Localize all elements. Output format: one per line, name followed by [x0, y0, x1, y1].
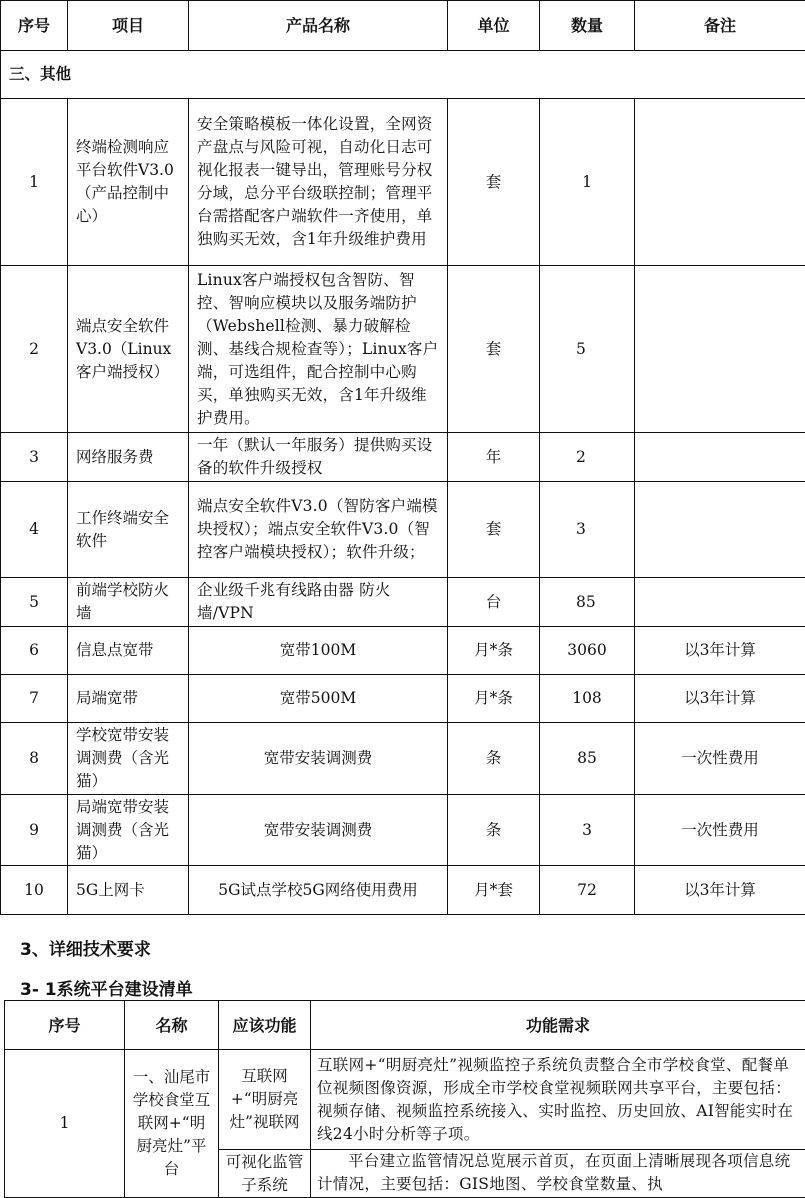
section-row	[1, 51, 805, 99]
row-qty: 1	[540, 99, 635, 266]
row-qty: 5	[540, 266, 635, 433]
row-qty: 3	[540, 482, 635, 578]
table-row	[1, 266, 805, 433]
header-name: 名称	[125, 1001, 219, 1050]
row-item: 前端学校防火墙	[68, 578, 189, 627]
row-note: 以3年计算	[635, 866, 805, 915]
table-row	[1, 578, 805, 627]
heading-detail-requirements: 3、详细技术要求	[20, 935, 151, 960]
row-unit: 套	[448, 266, 540, 433]
table-header-row	[1, 1, 805, 51]
row-item: 局端宽带安装调测费（含光猫）	[68, 795, 189, 866]
row-item: 局端宽带	[68, 675, 189, 723]
row-function: 可视化监管子系统	[219, 1150, 311, 1198]
row-note: 以3年计算	[635, 627, 805, 675]
row-requirement: 互联网+“明厨亮灶”视频监控子系统负责整合全市学校食堂、配餐单位视频图像资源，形成全市学校食堂视频联网共享平台，主要包括：视频存储、视频监控系统接入、实时监控、历史回放、AI智能实时在线24小时分析等子项。	[311, 1050, 805, 1150]
row-qty: 3	[540, 795, 635, 866]
row-no: 3	[1, 433, 68, 482]
row-note	[635, 433, 805, 482]
row-unit: 月*条	[448, 627, 540, 675]
row-unit: 条	[448, 795, 540, 866]
section-title: 三、其他	[1, 51, 805, 99]
row-unit: 台	[448, 578, 540, 627]
table-row	[1, 627, 805, 675]
platform-table	[4, 1000, 805, 1198]
row-unit: 套	[448, 482, 540, 578]
header-no: 序号	[1, 1, 68, 51]
header-product: 产品名称	[189, 1, 448, 51]
row-note: 一次性费用	[635, 795, 805, 866]
row-function: 互联网+“明厨亮灶”视联网	[219, 1050, 311, 1150]
table-row	[1, 482, 805, 578]
row-product: 宽带安装调测费	[189, 723, 448, 795]
row-item: 信息点宽带	[68, 627, 189, 675]
row-unit: 条	[448, 723, 540, 795]
header-qty: 数量	[540, 1, 635, 51]
row-item: 学校宽带安装调测费（含光猫）	[68, 723, 189, 795]
table2-header-row	[5, 1001, 805, 1050]
table-row	[1, 795, 805, 866]
header-no: 序号	[5, 1001, 125, 1050]
row-product: 5G试点学校5G网络使用费用	[189, 866, 448, 915]
row-product: Linux客户端授权包含智防、智控、智响应模块以及服务端防护（Webshell检测、暴力破解检测、基线合规检查等）；Linux客户端，可选组件，配合控制中心购买，单独购买无效，含1年升级维护费用。	[189, 266, 448, 433]
row-qty: 85	[540, 723, 635, 795]
table-row	[1, 99, 805, 266]
row-product: 一年（默认一年服务）提供购买设备的软件升级授权	[189, 433, 448, 482]
row-note	[635, 482, 805, 578]
row-item: 端点安全软件V3.0（Linux客户端授权）	[68, 266, 189, 433]
row-unit: 月*套	[448, 866, 540, 915]
row-note: 一次性费用	[635, 723, 805, 795]
row-product: 宽带安装调测费	[189, 795, 448, 866]
header-item: 项目	[68, 1, 189, 51]
row-unit: 月*条	[448, 675, 540, 723]
header-requirement: 功能需求	[311, 1001, 805, 1050]
row-item: 工作终端安全软件	[68, 482, 189, 578]
row-no: 6	[1, 627, 68, 675]
row-note	[635, 578, 805, 627]
table-row	[1, 866, 805, 915]
heading-platform-list: 3- 1系统平台建设清单	[20, 975, 193, 1000]
table-row	[1, 723, 805, 795]
row-qty: 85	[540, 578, 635, 627]
row-item: 5G上网卡	[68, 866, 189, 915]
row-no: 9	[1, 795, 68, 866]
row-product: 企业级千兆有线路由器 防火墙/VPN	[189, 578, 448, 627]
table-row	[1, 675, 805, 723]
row-no: 7	[1, 675, 68, 723]
row-requirement: 平台建立监管情况总览展示首页，在页面上清晰展现各项信息统计情况，主要包括：GIS地图、学校食堂数量、执	[311, 1150, 805, 1198]
table-row	[5, 1050, 805, 1150]
row-qty: 72	[540, 866, 635, 915]
row-qty: 2	[540, 433, 635, 482]
row-qty: 3060	[540, 627, 635, 675]
row-note	[635, 99, 805, 266]
row-product: 端点安全软件V3.0（智防客户端模块授权）；端点安全软件V3.0（智控客户端模块授权）；软件升级；	[189, 482, 448, 578]
row-no: 8	[1, 723, 68, 795]
row-unit: 年	[448, 433, 540, 482]
row-no: 1	[5, 1050, 125, 1198]
row-note: 以3年计算	[635, 675, 805, 723]
header-function: 应该功能	[219, 1001, 311, 1050]
row-no: 4	[1, 482, 68, 578]
row-qty: 108	[540, 675, 635, 723]
row-no: 5	[1, 578, 68, 627]
row-product: 宽带500M	[189, 675, 448, 723]
row-no: 2	[1, 266, 68, 433]
row-item: 网络服务费	[68, 433, 189, 482]
row-no: 1	[1, 99, 68, 266]
row-item: 终端检测响应平台软件V3.0（产品控制中心）	[68, 99, 189, 266]
row-note	[635, 266, 805, 433]
header-note: 备注	[635, 1, 805, 51]
header-unit: 单位	[448, 1, 540, 51]
row-name: 一、汕尾市学校食堂互联网+“明厨亮灶”平台	[125, 1050, 219, 1198]
row-unit: 套	[448, 99, 540, 266]
row-product: 安全策略模板一体化设置，全网资产盘点与风险可视，自动化日志可视化报表一键导出，管理账号分权分域，总分平台级联控制；管理平台需搭配客户端软件一齐使用，单独购买无效，含1年升级维护费用	[189, 99, 448, 266]
row-product: 宽带100M	[189, 627, 448, 675]
table-row	[1, 433, 805, 482]
row-no: 10	[1, 866, 68, 915]
